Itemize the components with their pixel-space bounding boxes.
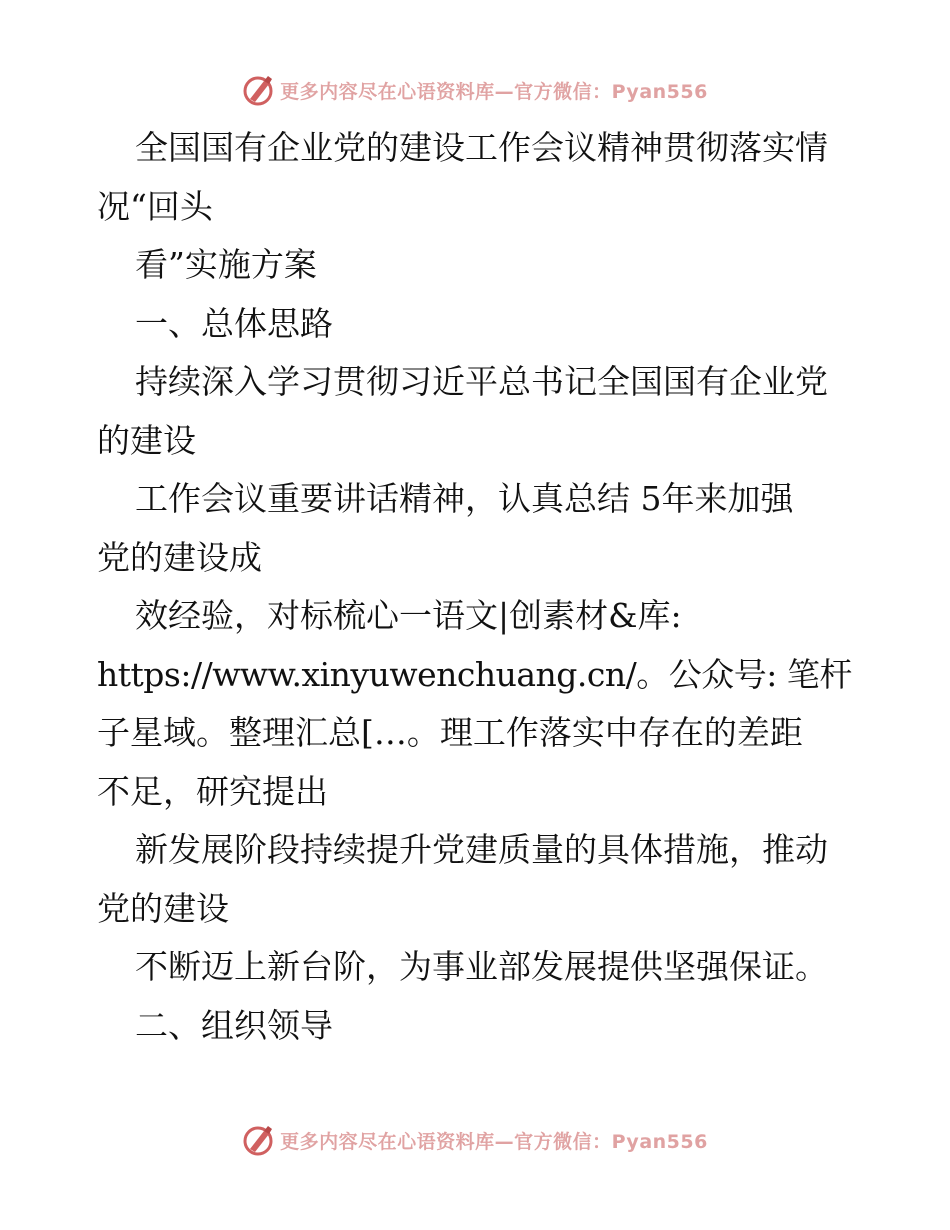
footer-banner (0, 1120, 950, 1160)
doc-title-line-3: 看”实施方案 (135, 245, 317, 284)
pen-logo-icon (242, 73, 276, 107)
paragraph-line: 不足，研究提出 (97, 771, 328, 811)
paragraph-line: 工作会议重要讲话精神，认真总结 5年来加强 (135, 479, 794, 518)
document-body (97, 119, 857, 1055)
footer-banner-text: 更多内容尽在心语资料库—官方微信：Pyan556 (280, 1130, 708, 1153)
paragraph-line: 党的建设 (97, 888, 229, 928)
doc-title-line-2: 况“回头 (97, 186, 213, 226)
paragraph-line: 党的建设成 (97, 537, 262, 577)
doc-title-line-1: 全国国有企业党的建设工作会议精神贯彻落实情 (135, 128, 828, 167)
pen-logo-icon (242, 1123, 276, 1157)
header-banner-text: 更多内容尽在心语资料库—官方微信：Pyan556 (280, 80, 708, 103)
paragraph-line: 新发展阶段持续提升党建质量的具体措施，推动 (135, 830, 828, 869)
paragraph-line: 持续深入学习贯彻习近平总书记全国国有企业党 (135, 362, 828, 401)
section-heading-1: 一、总体思路 (135, 303, 333, 343)
paragraph-line: 子星域。整理汇总[…。理工作落实中存在的差距 (97, 713, 803, 752)
section-heading-2: 二、组织领导 (135, 1005, 333, 1045)
paragraph-line-url: https://www.xinyuwenchuang.cn/。公众号: 笔杆 (97, 654, 852, 694)
paragraph-line: 不断迈上新台阶，为事业部发展提供坚强保证。 (135, 947, 828, 986)
paragraph-line: 效经验，对标梳心一语文|创素材&库: (135, 596, 682, 635)
paragraph-line: 的建设 (97, 420, 196, 460)
header-banner (0, 70, 950, 110)
